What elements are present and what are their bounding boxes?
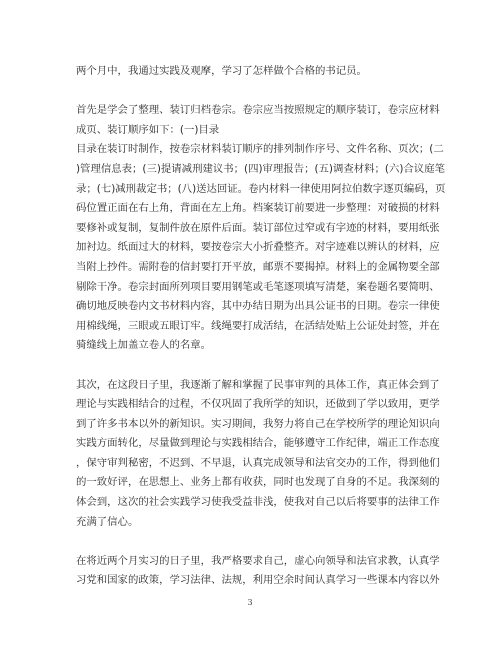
text-line: 两个月中，我通过实践及观摩，学习了怎样做个合格的书记员。: [76, 65, 367, 77]
text-line: 剔除干净。卷宗封面所列项目要用钢笔或毛笔逐项填写清楚，案卷题名要简明、: [76, 280, 440, 293]
paragraph: [76, 101, 446, 356]
paragraph: [76, 62, 428, 82]
text-line: ，保守审判秘密，不迟到、不早退，认真完成领导和法官交办的工作，得到他们: [76, 456, 440, 469]
text-line: 到了许多书本以外的新知识。实习期间，我努力将自己在学校所学的理论知识向: [76, 417, 440, 430]
text-line: 当附上抄件。需附卷的信封要打开平放，邮票不要揭掉。材料上的金属物要全部: [76, 260, 440, 273]
text-line: 的一致好评，在思想上、业务上都有收获，同时也发现了自身的不足。我深刻的: [76, 476, 440, 489]
text-line: 码位置正面在右上角，背面在左上角。档案装订前要进一步整理：对破损的材料: [76, 202, 440, 215]
paragraph: [76, 376, 440, 533]
text-line: 要修补或复制，复制件放在原件后面。装订部位过窄或有字迹的材料，要用纸张: [76, 221, 440, 234]
text-line: 体会到，这次的社会实践学习使我受益非浅，使我对自己以后将要事的法律工作: [76, 496, 440, 509]
text-line: 习党和国家的政策，学习法律、法规，利用空余时间认真学习一些课本内容以外: [76, 574, 440, 587]
document-body: [76, 62, 446, 591]
text-line: 用棉线绳，三眼或五眼订牢。线绳要打成活结，在活结处贴上公证处封签，并在: [76, 319, 440, 332]
text-line: 加衬边。纸面过大的材料，要按卷宗大小折叠整齐。对字迹难以辨认的材料，应: [76, 241, 440, 254]
text-line: 在将近两个月实习的日子里，我严格要求自己，虚心向领导和法官求教，认真学: [76, 554, 440, 567]
text-line: 实践方面转化，尽量做到理论与实践相结合，能够遵守工作纪律，端正工作态度: [76, 437, 440, 450]
text-line: 首先是学会了整理、装订归档卷宗。卷宗应当按照规定的顺序装订，卷宗应材料: [76, 104, 440, 117]
text-line: 骑缝线上加盖立卷人的名章。: [76, 339, 212, 352]
text-line: 确切地反映卷内文书材料内容，其中办结日期为出具公证书的日期。卷宗一律使: [76, 300, 440, 313]
text-line: 充满了信心。: [76, 515, 139, 528]
text-line: 目录在装订时制作，按卷宗材料装订顺序的排列制作序号、文件名称、页次；(二: [76, 143, 444, 156]
text-line: 录；(七)减刑裁定书；(八)送达回证。卷内材料一律使用阿拉伯数字逐页编码，页: [76, 182, 446, 195]
text-line: 理论与实践相结合的过程，不仅巩固了我所学的知识，还做到了学以致用，更学: [76, 398, 440, 411]
page-number: 3: [247, 598, 253, 607]
text-line: 成页、装订顺序如下：(一)目录: [76, 123, 220, 136]
text-line: 其次，在这段日子里，我逐渐了解和掌握了民事审判的具体工作，真正体会到了: [76, 378, 440, 391]
text-line: )管理信息表；(三)提请减刑建议书；(四)审理报告；(五)调查材料；(六)合议庭笔: [76, 162, 445, 175]
paragraph: [76, 552, 440, 591]
